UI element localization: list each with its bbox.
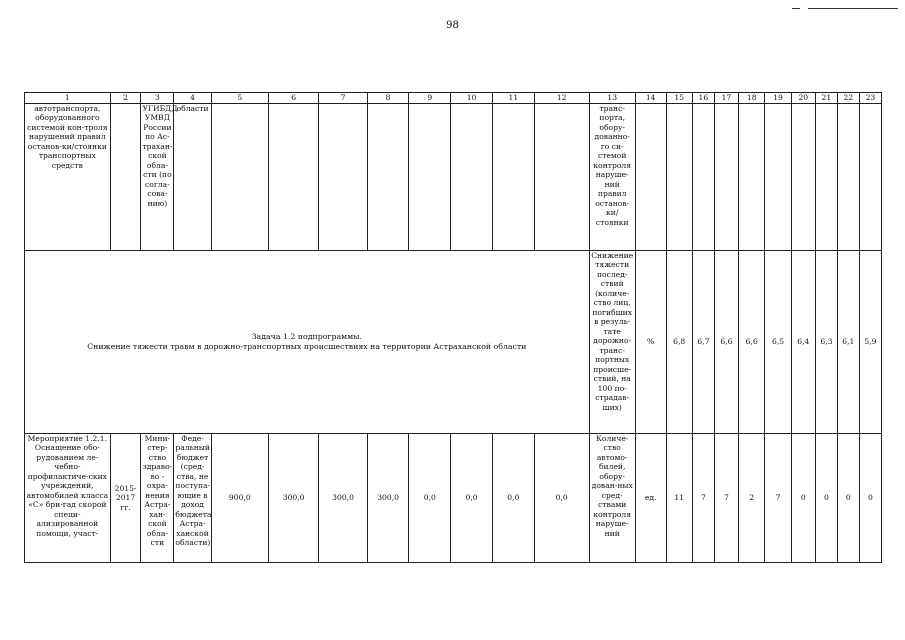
- cell-value: 7: [765, 434, 791, 563]
- cell-indicator: транс-порта, обору-дованно-го си-стемой контроля наруше-ний правил останов-ки/ стоянки: [589, 104, 635, 251]
- column-number-header: 1: [25, 93, 111, 104]
- task-title-cell: [25, 251, 590, 434]
- cell-description: Мероприятие 1.2.1. Оснащение обо-рудованием ле-чебно-профилактиче-ских учреждений, автомобилей класса «С» бри-гад скорой специ-ализированной помощи, участ-: [25, 434, 111, 563]
- column-number-header: 17: [714, 93, 738, 104]
- cell-value: 0: [859, 434, 881, 563]
- column-number-header: 4: [174, 93, 211, 104]
- top-rule: [808, 8, 898, 9]
- cell-value: 2: [739, 434, 765, 563]
- column-number-header: 15: [666, 93, 692, 104]
- page-number: 98: [446, 20, 459, 31]
- cell-source: Феде-ральный бюджет (сред-ства, не поступа-ющие в доход бюджета Астра-ханской области): [174, 434, 211, 563]
- cell-value: 6,4: [791, 251, 815, 434]
- cell-funding: 0,0: [451, 434, 493, 563]
- cell-empty: [534, 104, 589, 251]
- column-number-header: 13: [589, 93, 635, 104]
- cell-funding: 300,0: [268, 434, 319, 563]
- column-number-header: 6: [268, 93, 319, 104]
- column-number-header: 12: [534, 93, 589, 104]
- cell-indicator: Снижение тяжести послед-ствий (количе-ство лиц, погибших в резуль-тате дорожно-транс-портных происше-ствий, на 100 по-страдав-ших): [589, 251, 635, 434]
- column-number-header: 22: [837, 93, 859, 104]
- column-number-header: 10: [451, 93, 493, 104]
- cell-value: 6,5: [765, 251, 791, 434]
- cell-executor: УГИБДД УМВД России по Ас-трахан-ской обла-сти (по согла-сова-нию): [141, 104, 174, 251]
- cell-funding: 0,0: [409, 434, 451, 563]
- cell-empty: [635, 104, 666, 251]
- cell-value: 7: [692, 434, 714, 563]
- cell-value: 0: [837, 434, 859, 563]
- cell-empty: [791, 104, 815, 251]
- column-number-header: 2: [110, 93, 141, 104]
- cell-funding: 300,0: [367, 434, 409, 563]
- cell-empty: [492, 104, 534, 251]
- task-description: Снижение тяжести травм в дорожно-транспортных происшествиях на территории Астраханской области: [87, 342, 527, 351]
- cell-value: 11: [666, 434, 692, 563]
- column-number-header: 7: [319, 93, 367, 104]
- column-number-header: 21: [815, 93, 837, 104]
- cell-empty: [692, 104, 714, 251]
- task-title: Задача 1.2 подпрограммы.: [251, 331, 362, 341]
- cell-empty: [319, 104, 367, 251]
- column-number-header: 11: [492, 93, 534, 104]
- table-row: [25, 251, 882, 434]
- cell-value: 6,7: [692, 251, 714, 434]
- cell-executor: Мини-стер-ство здраво-во - охра-нения Астра-хан-ской обла-сти: [141, 434, 174, 563]
- program-table: [24, 92, 882, 563]
- cell-period: 2015-2017 гг.: [110, 434, 141, 563]
- cell-funding: 300,0: [319, 434, 367, 563]
- cell-empty: [666, 104, 692, 251]
- cell-funding: 0,0: [492, 434, 534, 563]
- cell-value: 5,9: [859, 251, 881, 434]
- column-number-header: 3: [141, 93, 174, 104]
- header-row: [25, 93, 882, 104]
- column-number-header: 19: [765, 93, 791, 104]
- cell-empty: [211, 104, 268, 251]
- cell-empty: [268, 104, 319, 251]
- column-number-header: 23: [859, 93, 881, 104]
- cell-indicator: Количе-ство автомо-билей, обору-дован-ных сред-ствами контроля наруше-ний: [589, 434, 635, 563]
- cell-value: 6,8: [666, 251, 692, 434]
- cell-description: автотранспорта, оборудованного системой кон-троля нарушений правил останов-ки/стоянки транспортных средств: [25, 104, 111, 251]
- cell-empty: [714, 104, 738, 251]
- column-number-header: 5: [211, 93, 268, 104]
- column-number-header: 20: [791, 93, 815, 104]
- cell-value: 6,6: [714, 251, 738, 434]
- cell-funding: 0,0: [534, 434, 589, 563]
- cell-empty: [765, 104, 791, 251]
- cell-empty: [815, 104, 837, 251]
- cell-period: [110, 104, 141, 251]
- cell-value: 6,1: [837, 251, 859, 434]
- cell-unit: %: [635, 251, 666, 434]
- cell-value: 6,6: [739, 251, 765, 434]
- column-number-header: 14: [635, 93, 666, 104]
- column-number-header: 18: [739, 93, 765, 104]
- cell-empty: [451, 104, 493, 251]
- cell-empty: [367, 104, 409, 251]
- cell-unit: ед.: [635, 434, 666, 563]
- cell-empty: [739, 104, 765, 251]
- cell-empty: [837, 104, 859, 251]
- cell-source: области: [174, 104, 211, 251]
- cell-value: 6,3: [815, 251, 837, 434]
- table-row: [25, 104, 882, 251]
- table-row: [25, 434, 882, 563]
- column-number-header: 8: [367, 93, 409, 104]
- cell-value: 0: [791, 434, 815, 563]
- column-number-header: 16: [692, 93, 714, 104]
- column-number-header: 9: [409, 93, 451, 104]
- cell-funding: 900,0: [211, 434, 268, 563]
- cell-empty: [409, 104, 451, 251]
- cell-empty: [859, 104, 881, 251]
- cell-value: 7: [714, 434, 738, 563]
- cell-value: 0: [815, 434, 837, 563]
- top-dash: [792, 8, 800, 9]
